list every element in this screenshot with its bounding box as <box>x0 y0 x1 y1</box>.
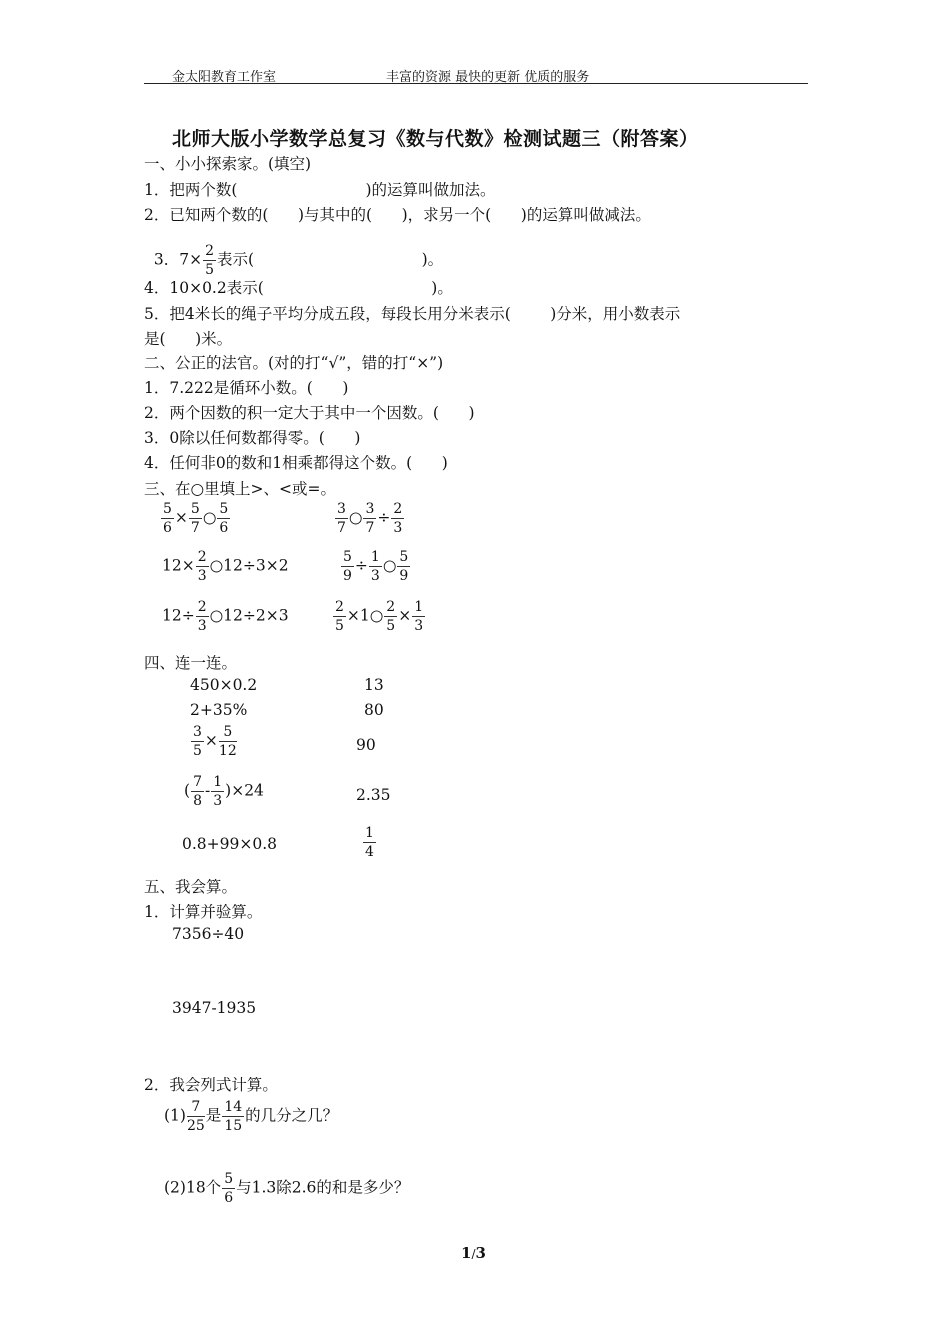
fraction <box>333 600 346 633</box>
section-4-heading: 四、连一连。 <box>144 654 238 672</box>
section-3-heading: 三、在○里填上>、<或=。 <box>144 480 336 498</box>
fraction <box>222 1172 235 1205</box>
numerator: 5 <box>343 549 352 565</box>
fraction <box>341 550 354 583</box>
section-2-heading: 二、公正的法官。(对的打“√”，错的打“×”) <box>144 354 444 372</box>
fraction <box>222 1100 244 1133</box>
numerator: 1 <box>365 825 374 841</box>
operator: - <box>204 781 211 800</box>
fraction <box>219 725 237 758</box>
expr-prefix: 12× <box>162 556 195 575</box>
compare-row1-right <box>334 502 405 535</box>
fraction <box>412 600 425 633</box>
denominator: 5 <box>205 262 214 278</box>
denominator: 9 <box>343 568 352 584</box>
numerator: 2 <box>393 501 403 517</box>
compare-circle: ○ <box>348 508 363 527</box>
paren-close: )×24 <box>225 781 264 800</box>
total-pages: 3 <box>475 1244 486 1262</box>
q3-prefix: 3．7× <box>153 250 203 269</box>
denominator: 3 <box>393 520 403 536</box>
s1-question-2: 2．已知两个数的( )与其中的( )，求另一个( )的运算叫做减法。 <box>144 206 651 224</box>
s1-question-3 <box>144 226 443 277</box>
s1-question-1: 1．把两个数( )的运算叫做加法。 <box>144 181 496 199</box>
expr-suffix: ○12÷3×2 <box>209 556 289 575</box>
q3-suffix: 表示( )。 <box>217 250 444 269</box>
fraction <box>335 502 348 535</box>
denominator: 15 <box>224 1118 243 1134</box>
s1-question-5-line1: 5．把4米长的绳子平均分成五段，每段长用分米表示( )分米，用小数表示 <box>144 305 681 323</box>
compare-row2-right <box>340 550 411 583</box>
numerator: 2 <box>335 599 344 615</box>
document-title: 北师大版小学数学总复习《数与代数》检测试题三（附答案） <box>172 128 699 150</box>
denominator: 6 <box>224 1190 234 1206</box>
expr-middle: ×1○ <box>346 606 384 625</box>
s2-question-2: 2．两个因数的积一定大于其中一个因数。( ) <box>144 404 475 422</box>
numerator: 5 <box>399 549 409 565</box>
page-number <box>461 1244 486 1262</box>
word-problem-2 <box>164 1172 409 1205</box>
operator: ÷ <box>377 508 391 527</box>
s2-question-3: 3．0除以任何数都得零。( ) <box>144 429 361 447</box>
compare-circle: ○ <box>382 556 397 575</box>
numerator: 3 <box>365 501 375 517</box>
match-left-5: 0.8+99×0.8 <box>182 835 277 853</box>
numerator: 5 <box>224 1171 234 1187</box>
s2-question-1: 1．7.222是循环小数。( ) <box>144 379 349 397</box>
section-1-heading: 一、小小探索家。(填空) <box>144 155 312 173</box>
fraction <box>391 502 404 535</box>
compare-row3-left <box>162 600 289 633</box>
match-right-3: 90 <box>356 736 376 754</box>
header-right: 丰富的资源 最快的更新 优质的服务 <box>386 70 590 85</box>
fraction <box>217 502 230 535</box>
match-left-4 <box>184 775 264 808</box>
s1-question-5-line2: 是( )米。 <box>144 330 233 348</box>
match-left-3 <box>190 725 238 758</box>
denominator: 5 <box>335 618 344 634</box>
operator: × <box>174 508 188 527</box>
fraction <box>369 550 382 583</box>
match-right-4: 2.35 <box>356 786 391 804</box>
s5-sub-2: 2．我会列式计算。 <box>144 1076 278 1094</box>
fraction <box>187 1100 205 1133</box>
denominator: 5 <box>386 618 396 634</box>
denominator: 3 <box>197 618 207 634</box>
match-right-2: 80 <box>364 701 384 719</box>
calc-1: 7356÷40 <box>172 925 245 943</box>
match-left-2: 2+35% <box>190 701 248 719</box>
fraction <box>363 502 376 535</box>
denominator: 7 <box>365 520 375 536</box>
fraction <box>384 600 397 633</box>
numerator: 1 <box>414 599 424 615</box>
calc-2: 3947-1935 <box>172 999 257 1017</box>
numerator: 3 <box>193 724 202 740</box>
numerator: 5 <box>190 501 200 517</box>
problem-text: 的几分之几？ <box>245 1106 339 1125</box>
section-5-heading: 五、我会算。 <box>144 878 238 896</box>
compare-circle: ○ <box>202 508 217 527</box>
denominator: 3 <box>370 568 380 584</box>
problem-text: 与1.3除2.6的和是多少？ <box>236 1178 410 1197</box>
compare-row2-left <box>162 550 289 583</box>
denominator: 7 <box>190 520 200 536</box>
denominator: 7 <box>337 520 346 536</box>
operator: × <box>204 731 218 750</box>
problem-text: 是 <box>205 1106 222 1125</box>
fraction <box>161 502 174 535</box>
page-separator: / <box>471 1247 476 1261</box>
numerator: 5 <box>219 725 237 742</box>
header-left: 金太阳教育工作室 <box>172 70 277 85</box>
header-rule <box>144 83 808 84</box>
fraction <box>196 600 209 633</box>
compare-row1-left <box>160 502 231 535</box>
fraction <box>191 725 204 758</box>
problem-number: (2)18个 <box>164 1178 222 1197</box>
denominator: 6 <box>219 520 229 536</box>
denominator: 5 <box>193 743 202 759</box>
compare-row3-right <box>332 600 426 633</box>
s1-question-4: 4．10×0.2表示( )。 <box>144 279 453 297</box>
denominator: 9 <box>399 568 409 584</box>
fraction <box>397 550 410 583</box>
numerator: 5 <box>163 501 172 517</box>
numerator: 5 <box>219 501 229 517</box>
expr-suffix: ○12÷2×3 <box>209 606 289 625</box>
denominator: 25 <box>186 1118 205 1134</box>
numerator: 2 <box>386 599 396 615</box>
q3-fraction <box>203 244 216 277</box>
s2-question-4: 4．任何非0的数和1相乘都得这个数。( ) <box>144 454 448 472</box>
denominator: 3 <box>197 568 207 584</box>
numerator: 7 <box>193 774 202 790</box>
fraction <box>191 775 204 808</box>
match-right-5 <box>362 826 377 859</box>
problem-number: (1) <box>164 1106 186 1125</box>
operator: × <box>398 606 412 625</box>
denominator: 3 <box>213 793 223 809</box>
operator: ÷ <box>354 556 368 575</box>
numerator: 1 <box>213 774 223 790</box>
denominator: 8 <box>193 793 202 809</box>
match-right-1: 13 <box>364 676 384 694</box>
numerator: 2 <box>205 243 214 259</box>
expr-prefix: 12÷ <box>162 606 195 625</box>
denominator: 3 <box>414 618 424 634</box>
fraction <box>211 775 224 808</box>
current-page: 1 <box>461 1244 472 1262</box>
numerator: 7 <box>187 1100 205 1117</box>
numerator: 2 <box>197 549 207 565</box>
denominator: 4 <box>365 844 374 860</box>
s5-sub-1: 1．计算并验算。 <box>144 903 263 921</box>
numerator: 1 <box>370 549 380 565</box>
word-problem-1 <box>164 1100 338 1133</box>
fraction <box>363 826 376 859</box>
numerator: 3 <box>337 501 346 517</box>
match-left-1: 450×0.2 <box>190 676 258 694</box>
paren-open: ( <box>184 781 191 800</box>
denominator: 12 <box>218 743 237 759</box>
fraction <box>196 550 209 583</box>
fraction <box>189 502 202 535</box>
numerator: 14 <box>224 1099 243 1115</box>
numerator: 2 <box>197 599 207 615</box>
denominator: 6 <box>163 520 172 536</box>
